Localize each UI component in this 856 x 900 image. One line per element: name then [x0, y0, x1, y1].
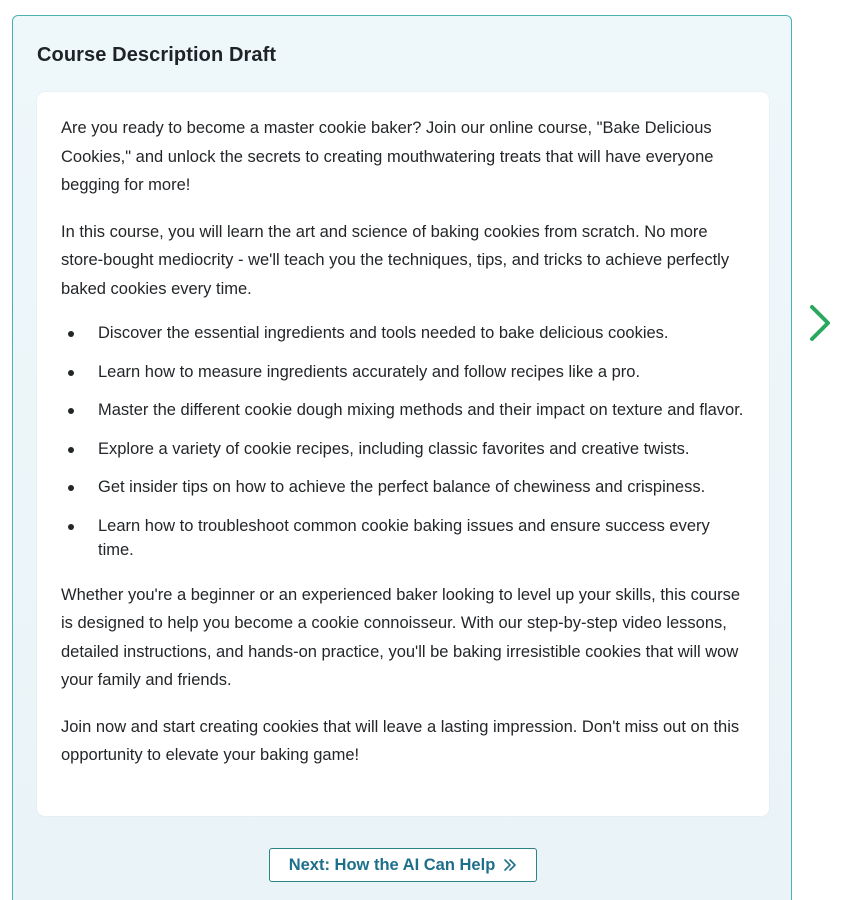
course-description-panel [12, 15, 792, 900]
closing-paragraph: Join now and start creating cookies that will leave a lasting impression. Don't miss out on this opportunity to elevate your baking game! [61, 717, 740, 764]
bullet-icon [68, 331, 74, 337]
bullet-icon [68, 447, 74, 453]
list-item [61, 475, 745, 500]
list-item [61, 360, 745, 385]
double-chevron-right-icon [503, 858, 517, 872]
next-how-ai-can-help-button[interactable] [269, 848, 537, 882]
bullet-icon [68, 408, 74, 414]
list-item [61, 437, 745, 462]
list-item-text: Discover the essential ingredients and tools needed to bake delicious cookies. [98, 324, 669, 342]
list-item-text: Get insider tips on how to achieve the perfect balance of chewiness and crispiness. [98, 478, 706, 496]
list-item-text: Learn how to measure ingredients accurately and follow recipes like a pro. [98, 362, 641, 381]
intro-paragraph: Are you ready to become a master cookie baker? Join our online course, "Bake Delicious Cookies," and unlock the secrets to creating mouthwatering treats that will have everyone begging for more! [61, 119, 714, 194]
list-item [61, 321, 745, 346]
list-item-text: Master the different cookie dough mixing methods and their impact on texture and flavor. [98, 401, 744, 419]
list-item-text: Learn how to troubleshoot common cookie baking issues and ensure success every time. [98, 516, 710, 559]
next-button-label: Next: How the AI Can Help [288, 855, 496, 874]
closing-paragraph: Whether you're a beginner or an experienced baker looking to level up your skills, this course is designed to help you become a cookie connoisseur. With our step-by-step video lessons, detailed instructions, and hands-on practice, you'll be baking irresistible cookies that will wow your family and friends. [61, 585, 741, 689]
panel-title: Course Description Draft [37, 44, 277, 66]
description-card [37, 92, 769, 816]
bullet-icon [68, 370, 74, 376]
list-item [61, 398, 745, 423]
list-item-text: Explore a variety of cookie recipes, including classic favorites and creative twists. [98, 439, 690, 458]
chevron-right-icon[interactable] [806, 303, 836, 343]
bullet-icon [68, 524, 74, 530]
bullet-icon [68, 485, 74, 491]
learning-points-list [61, 321, 745, 563]
list-item [61, 514, 745, 563]
intro-paragraph: In this course, you will learn the art and science of baking cookies from scratch. No more store-bought mediocrity - we'll teach you the techniques, tips, and tricks to achieve perfectly baked cookies every time. [61, 222, 730, 298]
